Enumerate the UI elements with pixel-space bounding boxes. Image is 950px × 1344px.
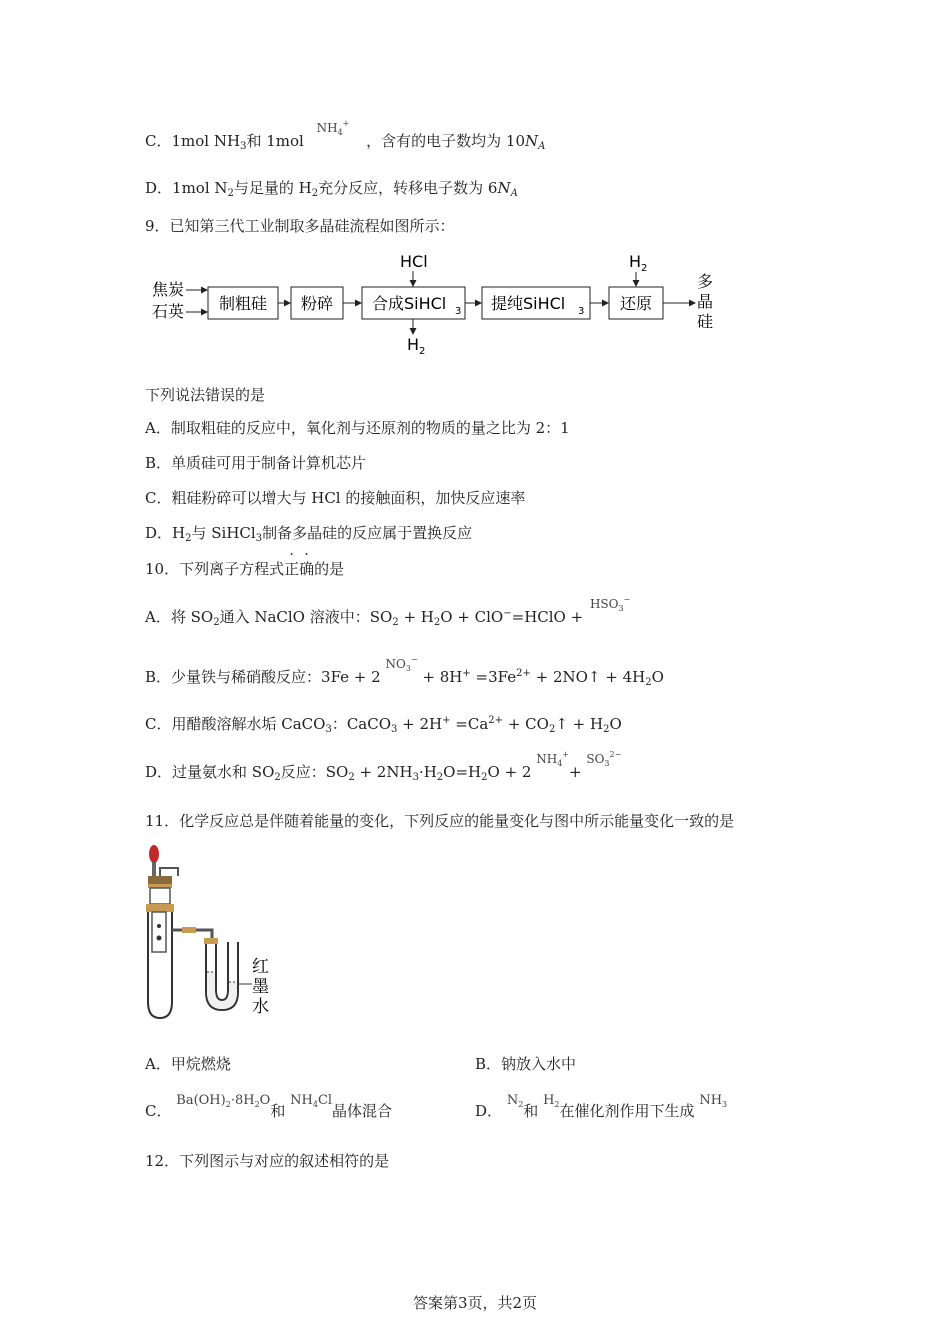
box-crude-silicon: 制粗硅 [218, 294, 268, 313]
q10-option-d: D．过量氨水和 $SO_2$反应：$SO_2 + 2NH_3\cdot H_2O=H_2O + 2$ $^{NH_4^+}$+ $^{SO_3^{2-}}$ [145, 750, 622, 783]
hso3-ion: HSO3− [589, 595, 631, 613]
input-coke: 焦炭 [152, 280, 185, 299]
q12-stem: 12．下列图示与对应的叙述相符的是 [145, 1152, 390, 1170]
svg-text:2: 2 [641, 263, 648, 274]
q9-option-d: D．$H_2$与 SiHCl$_3$制备多晶硅的反应属于置换反应 [145, 524, 473, 544]
nh3-formula: $NH_3$ [699, 1093, 728, 1109]
h2-input: H [629, 252, 642, 271]
silicon-process-flowchart [145, 250, 725, 360]
q11-stem: 11．化学反应总是伴随着能量的变化，下列反应的能量变化与图中所示能量变化一致的是 [145, 812, 735, 830]
product-char-1: 多 [697, 272, 714, 291]
q11-option-c: C． $Ba(OH)_2\cdot 8H_2O$和 $NH_4Cl$晶体混合 [145, 1093, 393, 1120]
q8-option-d: D．1mol $N_2$与足量的 $H_2$充分反应，转移电子数为 $6N_A$ [145, 179, 518, 199]
h2-output: H [407, 335, 420, 354]
q8-option-c: C．1mol $NH_3$和 1mol $^{NH_4^+}$ ，含有的电子数均为 $10N_A$ [145, 119, 546, 152]
q9-option-c: C．粗硅粉碎可以增大与 HCl 的接触面积，加快反应速率 [145, 489, 526, 507]
product-char-3: 硅 [697, 312, 714, 331]
page-footer: 答案第3页，共2页 [412, 1294, 538, 1312]
input-quartz: 石英 [152, 302, 185, 321]
ink-label-3: 水 [252, 997, 269, 1017]
box-purify: 提纯SiHCl [491, 294, 566, 313]
no3-ion: NO3− [385, 655, 418, 673]
box-synthesis: 合成SiHCl [372, 294, 447, 313]
q11-option-b: B．钠放入水中 [475, 1055, 577, 1073]
q9-option-b: B．单质硅可用于制备计算机芯片 [145, 454, 367, 472]
product-char-2: 晶 [697, 292, 714, 311]
ammonium-chloride-formula: $NH_4Cl$ [290, 1093, 333, 1109]
q11-option-d: D． $N_2$和 $H_2$在催化剂作用下生成 $NH_3$ [475, 1093, 728, 1120]
n2-formula: $N_2$ [506, 1093, 524, 1109]
q9-question: 下列说法错误的是 [145, 386, 266, 404]
q10-option-b: B．少量铁与稀硝酸反应：3Fe + 2 $^{NO_3^-} + 8H^+ =3Fe^{2+}$ + 2NO↑ + $4H_2O$ [145, 655, 664, 688]
so3-ion: SO32− [586, 750, 622, 768]
box-crush: 粉碎 [300, 294, 334, 313]
q9-stem: 9．已知第三代工业制取多晶硅流程如图所示： [145, 217, 455, 235]
barium-hydroxide-formula: $Ba(OH)_2\cdot 8H_2O$ [176, 1093, 271, 1109]
ink-label-2: 墨 [252, 977, 269, 997]
hcl-input: HCl [400, 252, 428, 271]
q11-option-a: A．甲烷燃烧 [145, 1055, 231, 1073]
h2-formula: $H_2$ [543, 1093, 560, 1109]
q10-option-c: C．用醋酸溶解水垢 CaCO$_3$：CaCO$_3$ + $2H^+ =Ca^{2+}$ + $CO_2↑ + H_2O$ [145, 715, 622, 735]
q10-option-a: A．将 $SO_2$通入 NaClO 溶液中：$SO_2 + H_2O$ + ClO−=HClO + $^{HSO_3^-}$ [145, 595, 631, 628]
q10-stem: 10．下列离子方程式正确的是 [145, 560, 345, 578]
ink-label-1: 红 [252, 957, 269, 977]
svg-text:3: 3 [578, 306, 585, 317]
nh4-plus-ion: NH4+ [316, 119, 350, 137]
nh4-ion: NH4+ [536, 750, 569, 768]
u-tube-apparatus [140, 842, 280, 1022]
box-reduce: 还原 [619, 294, 653, 313]
svg-text:2: 2 [419, 346, 426, 357]
q9-option-a: A．制取粗硅的反应中，氧化剂与还原剂的物质的量之比为 2：1 [145, 419, 570, 437]
svg-text:3: 3 [455, 306, 462, 317]
